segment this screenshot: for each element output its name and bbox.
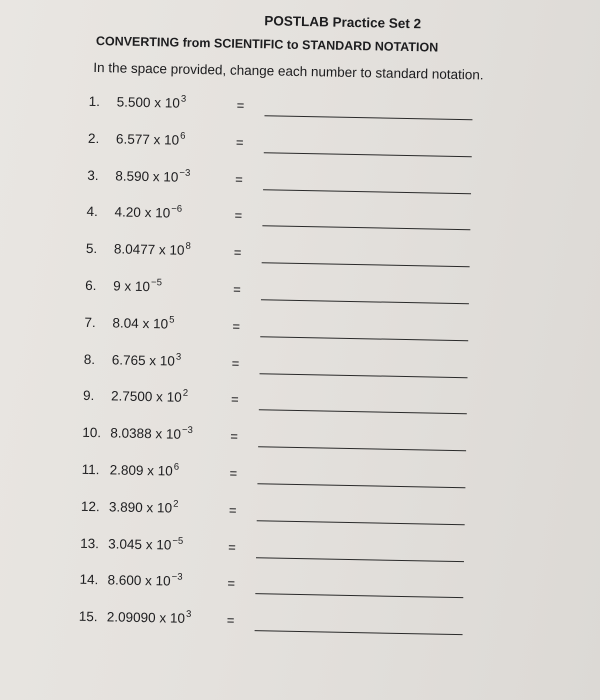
answer-blank[interactable] — [257, 520, 465, 525]
scientific-expression — [107, 610, 192, 627]
worksheet-subtitle: CONVERTING from SCIENTIFIC to STANDARD NOTATION — [95, 34, 439, 55]
exponent: 3 — [185, 609, 192, 621]
scientific-expression — [115, 168, 190, 184]
mantissa: 2.809 — [109, 462, 144, 479]
problem-row — [85, 278, 515, 306]
problem-number: 12. — [80, 498, 100, 514]
base: 10 — [155, 205, 171, 221]
mantissa: 6.577 — [115, 131, 150, 147]
exponent: 3 — [175, 351, 182, 363]
problem-row — [86, 241, 516, 269]
problem-number: 10. — [82, 425, 102, 441]
scientific-expression — [117, 94, 187, 110]
base: 10 — [165, 426, 182, 442]
answer-blank[interactable] — [263, 189, 471, 194]
times-sign: x — [145, 536, 153, 552]
equals-sign: = — [235, 134, 244, 150]
answer-blank[interactable] — [259, 410, 467, 415]
equals-sign: = — [227, 576, 236, 592]
scientific-expression — [107, 573, 182, 589]
scientific-expression — [112, 352, 182, 368]
scientific-expression — [109, 499, 179, 515]
exponent: 6 — [180, 130, 186, 142]
times-sign: x — [144, 573, 152, 589]
problem-row — [83, 388, 513, 416]
mantissa: 2.09090 — [106, 609, 156, 626]
mantissa: 8.0477 — [113, 241, 156, 258]
mantissa: 2.7500 — [110, 388, 153, 405]
exponent: 6 — [173, 461, 180, 473]
problem-row — [84, 315, 514, 343]
base: 10 — [152, 315, 169, 332]
problem-number: 1. — [88, 93, 101, 110]
equals-sign: = — [233, 244, 242, 261]
exponent: 2 — [173, 498, 179, 510]
answer-blank[interactable] — [255, 630, 463, 635]
times-sign: x — [154, 95, 162, 111]
problem-number: 8. — [83, 351, 96, 367]
base: 10 — [166, 389, 182, 406]
problem-row — [87, 167, 517, 195]
exponent: −5 — [150, 277, 163, 289]
times-sign: x — [159, 610, 167, 626]
problem-row — [81, 462, 511, 490]
problem-number: 2. — [87, 130, 100, 146]
problem-number: 7. — [84, 314, 96, 330]
base: 10 — [156, 536, 172, 553]
scientific-expression — [112, 315, 174, 331]
times-sign: x — [152, 168, 160, 184]
scientific-expression — [114, 242, 191, 258]
problem-number: 3. — [87, 167, 99, 183]
exponent: 3 — [180, 93, 187, 105]
times-sign: x — [155, 389, 164, 405]
answer-blank[interactable] — [257, 483, 465, 488]
equals-sign: = — [228, 539, 236, 555]
base: 10 — [159, 352, 176, 369]
base: 10 — [155, 573, 171, 589]
times-sign: x — [153, 131, 161, 148]
equals-sign: = — [229, 465, 238, 481]
equals-sign: = — [234, 208, 243, 224]
problem-row — [79, 609, 509, 637]
answer-blank[interactable] — [264, 115, 472, 120]
answer-blank[interactable] — [256, 557, 464, 562]
mantissa: 8.590 — [115, 168, 150, 184]
exponent: −3 — [171, 571, 183, 584]
problem-number: 11. — [81, 461, 100, 478]
exponent: 2 — [182, 388, 189, 400]
answer-blank[interactable] — [260, 336, 468, 341]
problem-number: 9. — [82, 388, 95, 404]
exponent: 5 — [169, 314, 175, 326]
problem-row — [81, 499, 511, 527]
exponent: −5 — [172, 535, 184, 547]
base: 10 — [156, 500, 173, 516]
problem-number: 13. — [80, 535, 100, 551]
worksheet-title: POSTLAB Practice Set 2 — [264, 13, 422, 32]
answer-blank[interactable] — [261, 299, 469, 304]
times-sign: x — [144, 205, 152, 221]
mantissa: 8.0388 — [110, 425, 152, 442]
mantissa: 6.765 — [111, 351, 146, 368]
scientific-expression — [114, 205, 182, 221]
equals-sign: = — [230, 428, 239, 445]
answer-blank[interactable] — [262, 262, 470, 267]
base: 10 — [169, 610, 186, 627]
scientific-expression — [113, 278, 162, 294]
base: 10 — [164, 95, 180, 111]
equals-sign: = — [228, 502, 237, 518]
mantissa: 3.045 — [108, 535, 143, 552]
scientific-expression — [108, 536, 183, 552]
equals-sign: = — [230, 392, 239, 408]
problem-number: 14. — [79, 572, 99, 588]
scientific-expression — [110, 462, 180, 478]
problem-row — [82, 425, 512, 453]
scientific-expression — [111, 389, 188, 405]
times-sign: x — [158, 242, 166, 258]
problem-row — [80, 535, 510, 563]
answer-blank[interactable] — [255, 594, 463, 599]
exponent: 8 — [185, 240, 191, 253]
problem-row — [88, 131, 518, 159]
problem-row — [84, 351, 514, 379]
equals-sign: = — [236, 97, 245, 113]
equals-sign: = — [233, 281, 241, 297]
problem-number: 5. — [85, 241, 98, 257]
equals-sign: = — [235, 171, 244, 187]
problem-number: 15. — [78, 608, 98, 625]
worksheet-instructions: In the space provided, change each number to standard notation. — [93, 59, 484, 83]
scientific-expression — [116, 131, 186, 147]
base: 10 — [134, 278, 151, 295]
base: 10 — [169, 242, 185, 258]
problem-row — [86, 204, 516, 232]
equals-sign: = — [231, 355, 240, 371]
times-sign: x — [146, 499, 154, 516]
mantissa: 8.600 — [107, 572, 142, 589]
equals-sign: = — [226, 612, 235, 628]
mantissa: 8.04 — [112, 315, 139, 331]
base: 10 — [163, 168, 179, 185]
answer-blank[interactable] — [262, 226, 470, 231]
mantissa: 9 — [113, 278, 121, 294]
exponent: −6 — [171, 203, 183, 216]
problem-row — [79, 572, 509, 600]
problem-number: 4. — [86, 204, 99, 220]
times-sign: x — [147, 463, 155, 479]
base: 10 — [157, 463, 173, 479]
base: 10 — [163, 132, 180, 148]
equals-sign: = — [232, 318, 241, 334]
problem-row — [88, 94, 518, 122]
exponent: −3 — [181, 424, 193, 437]
times-sign: x — [142, 315, 150, 331]
times-sign: x — [155, 426, 163, 442]
answer-blank[interactable] — [258, 446, 466, 451]
exponent: −3 — [179, 167, 191, 179]
mantissa: 3.890 — [108, 499, 143, 515]
mantissa: 4.20 — [114, 204, 142, 221]
problem-number: 6. — [85, 277, 97, 294]
times-sign: x — [149, 352, 157, 368]
times-sign: x — [124, 278, 132, 294]
answer-blank[interactable] — [260, 373, 468, 378]
scientific-expression — [110, 426, 193, 443]
mantissa: 5.500 — [116, 94, 151, 111]
answer-blank[interactable] — [264, 152, 472, 157]
